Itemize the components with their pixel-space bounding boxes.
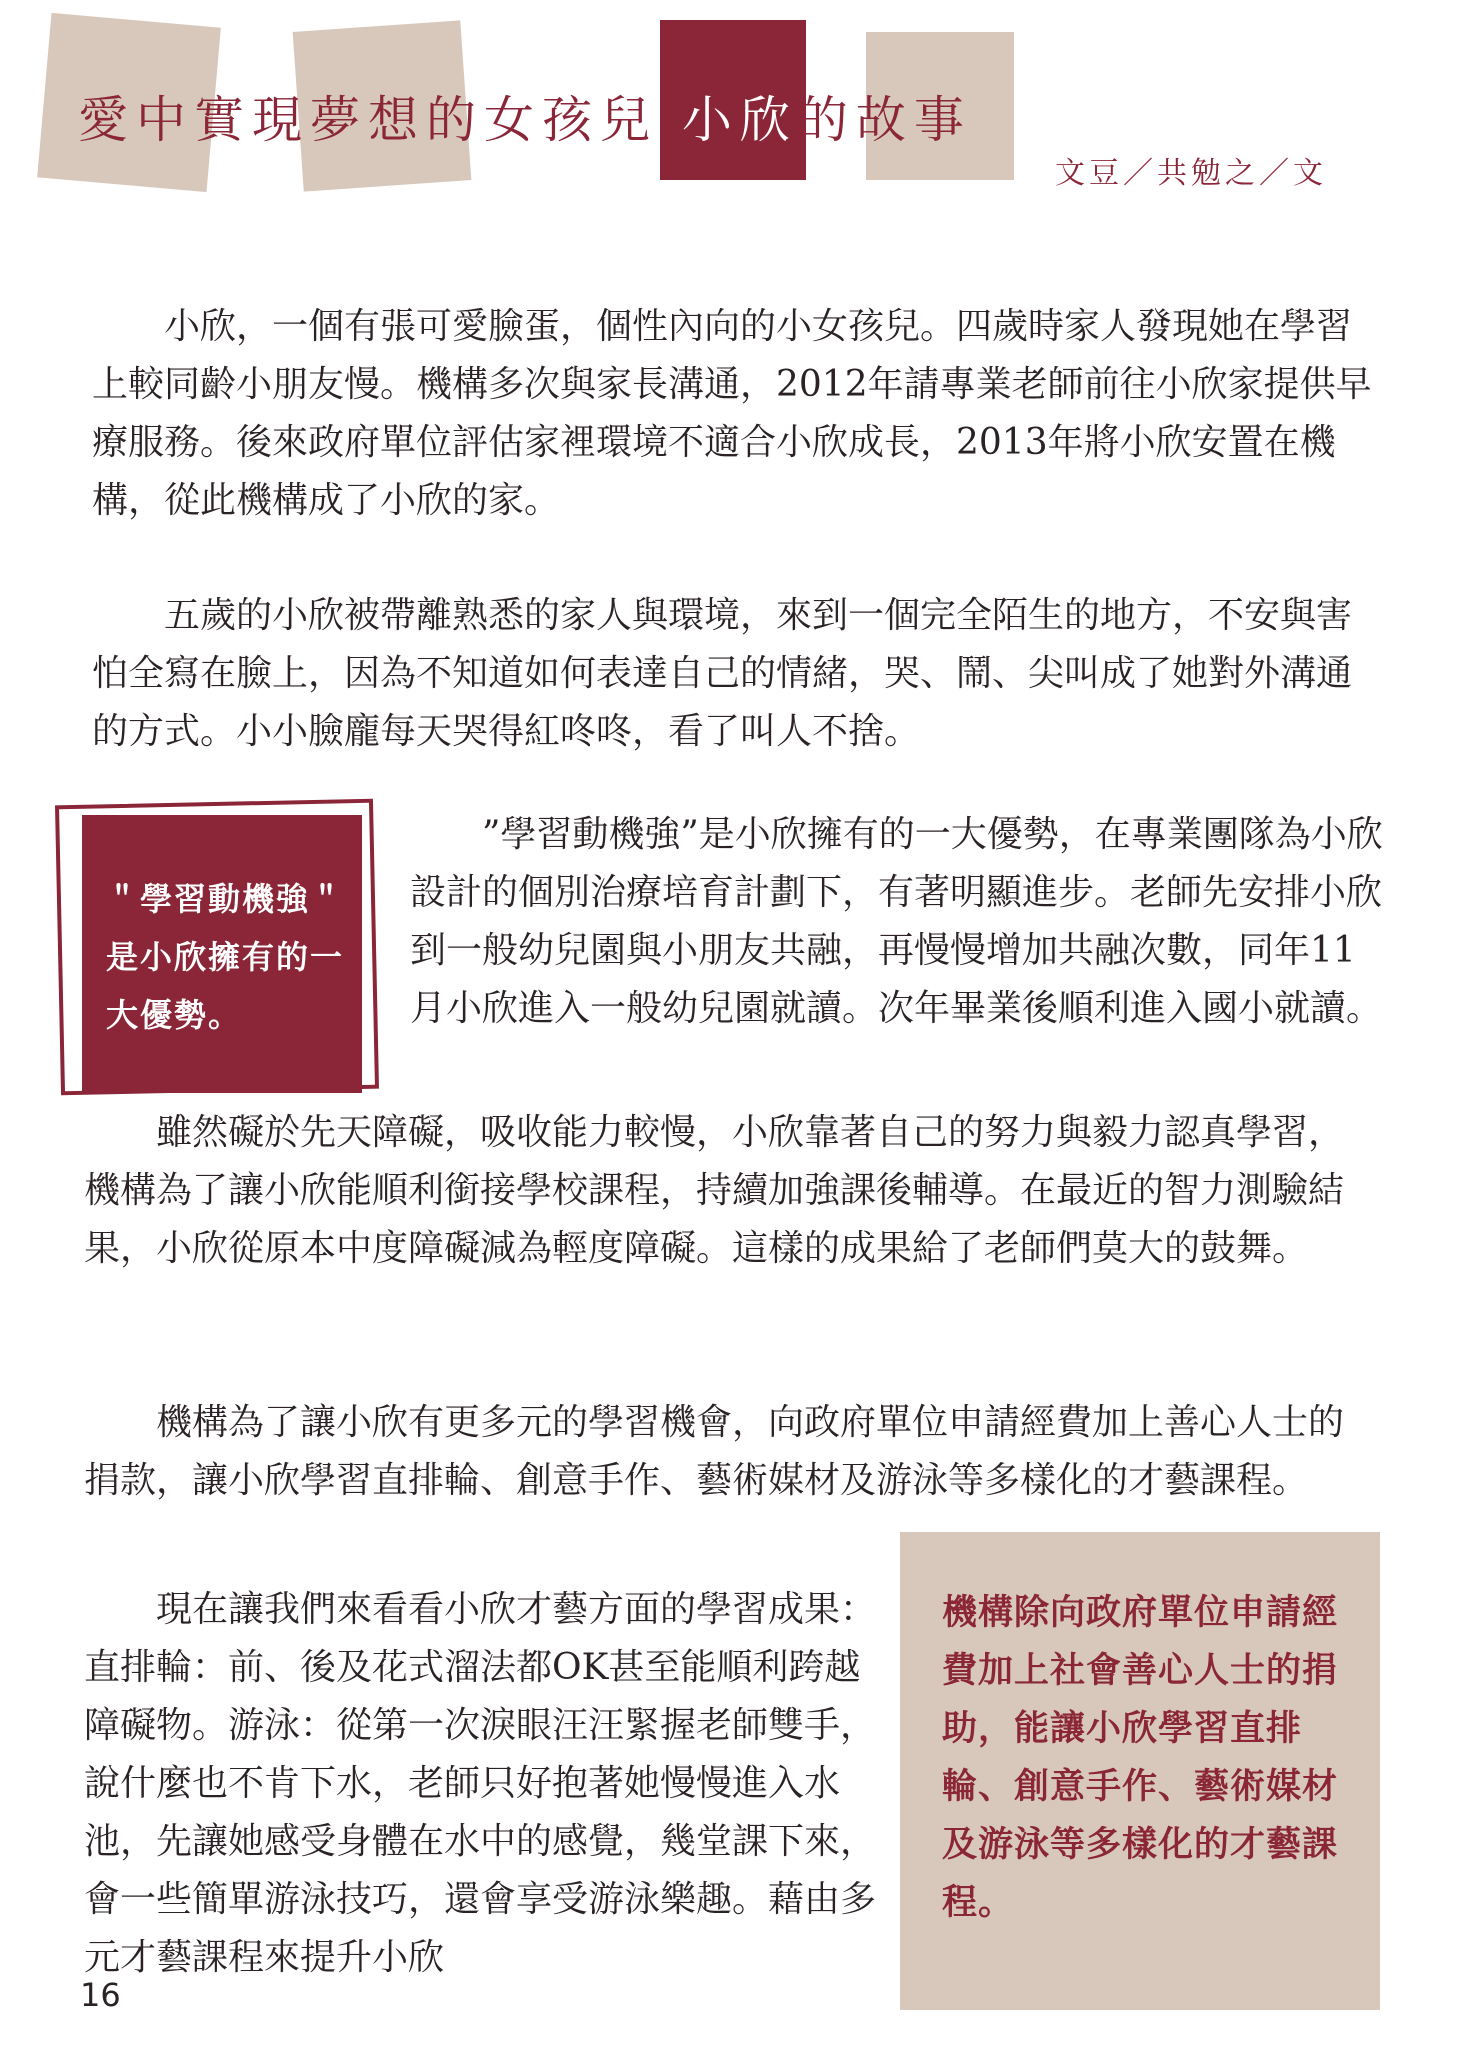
author-byline: 文豆／共勉之／文 xyxy=(1055,156,1327,191)
pullquote-box: ＂學習動機強＂是小欣擁有的一大優勢。 xyxy=(82,815,362,1093)
paragraph-1: 小欣，一個有張可愛臉蛋，個性內向的小女孩兒。四歲時家人發現她在學習上較同齡小朋友慢。機構多次與家長溝通，2012年請專業老師前往小欣家提供早療服務。後來政府單位評估家裡環境不適合小欣成長，2013年將小欣安置在機構，從此機構成了小欣的家。 xyxy=(92,306,1372,521)
title-part-1: 愛中實現夢想的女孩兒 xyxy=(78,91,658,149)
paragraph-6: 現在讓我們來看看小欣才藝方面的學習成果：直排輪：前、後及花式溜法都OK甚至能順利跨越障礙物。游泳：從第一次淚眼汪汪緊握老師雙手，說什麼也不肯下水，老師只好抱著她慢慢進入水池，先讓她感受身體在水中的感覺，幾堂課下來，會一些簡單游泳技巧，還會享受游泳樂趣。藉由多元才藝課程來提升小欣 xyxy=(84,1589,877,1978)
paragraph-2: 五歲的小欣被帶離熟悉的家人與環境，來到一個完全陌生的地方，不安與害怕全寫在臉上，因為不知道如何表達自己的情緒，哭、鬧、尖叫成了她對外溝通的方式。小小臉龐每天哭得紅咚咚，看了叫人不捨。 xyxy=(92,595,1353,752)
paragraph-5: 機構為了讓小欣有更多元的學習機會，向政府單位申請經費加上善心人士的捐款，讓小欣學習直排輪、創意手作、藝術媒材及游泳等多樣化的才藝課程。 xyxy=(84,1402,1345,1501)
title-part-2: 小欣 xyxy=(681,91,798,149)
sidebar-note: 機構除向政府單位申請經費加上社會善心人士的捐助，能讓小欣學習直排輪、創意手作、藝術媒材及游泳等多樣化的才藝課程。 xyxy=(900,1532,1380,2010)
paragraph-4: 雖然礙於先天障礙，吸收能力較慢，小欣靠著自己的努力與毅力認真學習，機構為了讓小欣能順利銜接學校課程，持續加強課後輔導。在最近的智力測驗結果，小欣從原本中度障礙減為輕度障礙。這樣的成果給了老師們莫大的鼓舞。 xyxy=(84,1112,1345,1269)
article-title xyxy=(78,80,972,152)
title-part-3: 的故事 xyxy=(797,91,972,149)
page-number: 16 xyxy=(80,1976,121,2014)
paragraph-3: ”學習動機強”是小欣擁有的一大優勢，在專業團隊為小欣設計的個別治療培育計劃下，有著明顯進步。老師先安排小欣到一般幼兒園與小朋友共融，再慢慢增加共融次數，同年11月小欣進入一般幼兒園就讀。次年畢業後順利進入國小就讀。 xyxy=(410,814,1383,1029)
